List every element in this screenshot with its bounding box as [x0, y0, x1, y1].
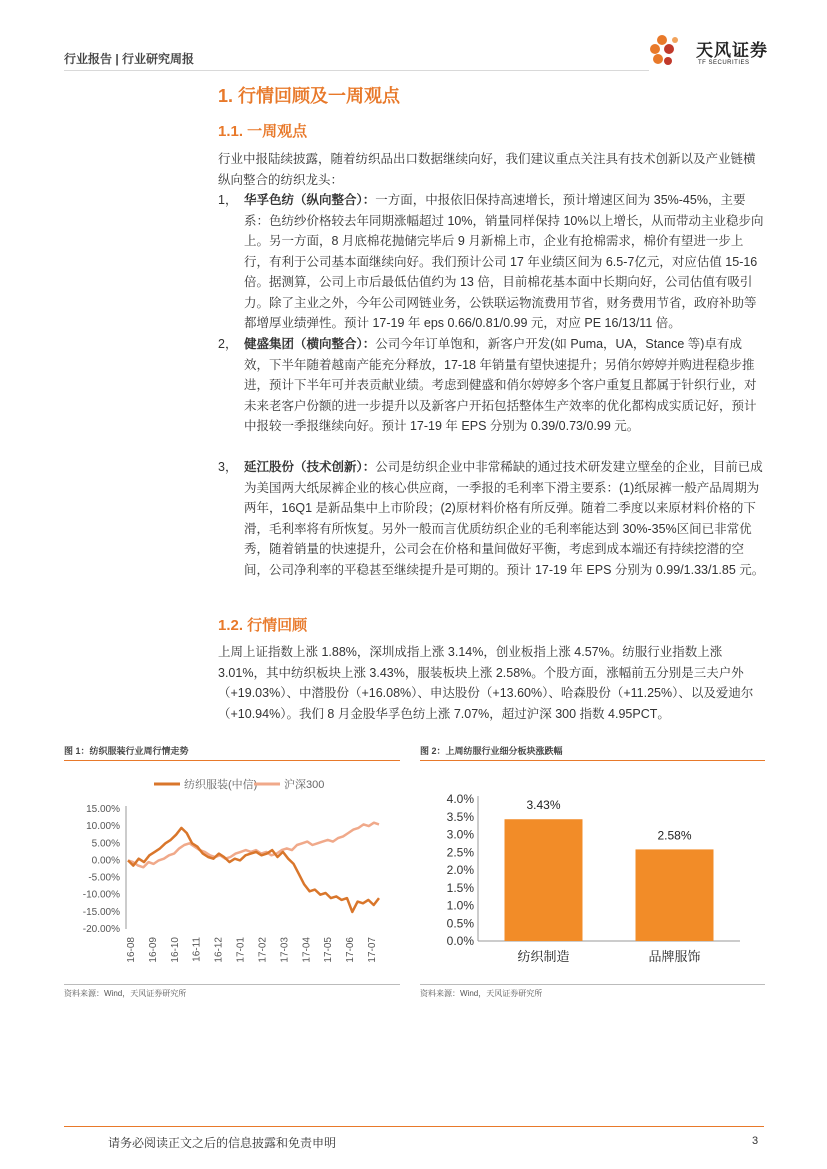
- list-item: [218, 334, 766, 437]
- figure2-source: 资料来源：Wind，天风证券研究所: [420, 989, 543, 998]
- list-item: [218, 457, 766, 580]
- figure2-bottom-rule: [420, 984, 765, 985]
- y-tick-label: 0.5%: [446, 916, 474, 931]
- y-tick-label: 2.0%: [446, 863, 474, 877]
- y-tick-label: -20.00%: [82, 924, 120, 935]
- bar-chart: [420, 764, 765, 984]
- section-title: 1. 行情回顾及一周观点: [218, 86, 401, 106]
- list-item-title: 延江股份（技术创新）：: [244, 460, 376, 474]
- list-item: [218, 190, 766, 334]
- figure2-title: 图 2：上周纺服行业细分板块涨跌幅: [420, 746, 563, 756]
- x-category-label: 品牌服饰: [648, 949, 701, 964]
- header-divider: [64, 70, 649, 71]
- y-tick-label: 2.5%: [446, 845, 474, 860]
- y-tick-label: 15.00%: [86, 804, 120, 815]
- legend-label: 纺织服装(中信): [184, 779, 258, 791]
- figure1-bottom-rule: [64, 984, 400, 985]
- market-review-paragraph: 上周上证指数上涨 1.88%，深圳成指上涨 3.14%，创业板指上涨 4.57%。纺服行业指数上涨 3.01%，其中纺织板块上涨 3.43%，服装板块上涨 2.58%。个股方面，涨幅前五分别是三夫户外（+19.03%）、中潜股份（+16.08%）、申达股份（+13.60%）、哈森股份（+11.25%）、以及爱迪尔（+10.94%）。我们 8 月金股华孚色纺上涨 7.07%，超过沪深 300 指数 4.95PCT。: [218, 645, 754, 721]
- y-tick-label: 0.00%: [91, 855, 120, 867]
- bar-data-label: 2.58%: [657, 828, 692, 843]
- series-line: [128, 823, 379, 868]
- x-tick-label: 16-11: [191, 937, 203, 962]
- footer-disclaimer: 请务必阅读正文之后的信息披露和免责申明: [108, 1136, 337, 1150]
- list-item-text: 公司是纺织企业中非常稀缺的通过技术研发建立壁垒的企业，目前已成为美国两大纸尿裤企业的核心供应商，一季报的毛利率下滑主要系：(1)纸尿裤一般产品周期为两年，16Q1 是新品集中上市阶段；(2)原材料价格有所反弹。随着二季度以来原材料价格的下滑，毛利率将有所恢复。另外一般而言优质纺织企业的毛利率能达到 30%-35%区间已非常优秀，随着销量的快速提升，公司会在价格和量间做好平衡，考虑到成本端还有持续挖潜的空间，公司净利率的平稳甚至继续提升是可期的。预计 17-19 年 EPS 分别为 0.99/1.33/1.85 元。: [244, 460, 765, 577]
- header-breadcrumb: 行业报告 | 行业研究周报: [64, 52, 195, 66]
- subsection-title-weekly-view: 1.1. 一周观点: [218, 123, 308, 140]
- x-tick-label: 16-12: [213, 937, 225, 963]
- bar-data-label: 3.43%: [526, 798, 561, 813]
- x-tick-label: 17-05: [323, 937, 335, 963]
- series-line: [128, 828, 379, 912]
- page-number: 3: [752, 1135, 759, 1147]
- y-tick-label: 5.00%: [91, 838, 120, 850]
- x-tick-label: 17-01: [235, 937, 247, 963]
- logo-name-en: TF SECURITIES: [698, 60, 750, 66]
- line-chart: [64, 764, 400, 984]
- x-tick-label: 16-08: [126, 937, 137, 963]
- y-tick-label: 3.5%: [446, 809, 474, 824]
- list-item-title: 华孚色纺（纵向整合）：: [244, 193, 376, 207]
- x-tick-label: 17-02: [257, 937, 269, 963]
- y-tick-label: -5.00%: [88, 872, 120, 884]
- y-tick-label: 10.00%: [86, 821, 120, 833]
- x-tick-label: 17-03: [279, 937, 291, 963]
- bar: [505, 819, 583, 941]
- intro-paragraph: 行业中报陆续披露，随着纺织品出口数据继续向好，我们建议重点关注具有技术创新以及产业链横纵向整合的纺织龙头：: [218, 152, 756, 187]
- list-item-title: 健盛集团（横向整合）：: [244, 337, 376, 351]
- figure2-top-rule: [420, 760, 765, 761]
- list-item-number: 2，: [218, 337, 238, 351]
- y-tick-label: 1.5%: [446, 880, 474, 895]
- y-tick-label: 1.0%: [446, 898, 474, 913]
- y-tick-label: 4.0%: [446, 792, 474, 806]
- y-tick-label: 3.0%: [446, 827, 474, 842]
- x-tick-label: 17-04: [301, 937, 313, 963]
- y-tick-label: -10.00%: [82, 889, 120, 901]
- bar: [636, 849, 714, 941]
- figure1-source: 资料来源：Wind，天风证券研究所: [64, 989, 187, 998]
- x-category-label: 纺织制造: [517, 949, 570, 964]
- x-tick-label: 17-07: [367, 937, 378, 963]
- list-item-number: 1，: [218, 193, 238, 207]
- y-tick-label: 0.0%: [446, 934, 474, 948]
- figure1-top-rule: [64, 760, 400, 761]
- x-tick-label: 16-09: [147, 937, 159, 963]
- legend-label: 沪深300: [284, 779, 325, 791]
- list-item-text: 一方面，中报依旧保持高速增长，预计增速区间为 35%-45%，主要系：色纺纱价格较去年同期涨幅超过 10%，销量同样保持 10%以上增长，从而带动主业稳步向上。另一方面，8 月底棉花抛储完毕后 9 月新棉上市，企业有抢棉需求，棉价有望进一步上行，有利于公司基本面继续向好。我们预计公司 17 年业绩区间为 6.5-7亿元，对应估值 15-16 倍。据测算，公司上市后最低估值约为 13 倍，目前棉花基本面中长期向好，公司估值有吸引力。除了主业之外，今年公司网链业务，公铁联运物流费用节省，财务费用节省，政府补助等都增厚业绩弹性。预计 17-19 年 eps 0.66/0.81/0.99 元，对应 PE 16/13/11 倍。: [244, 193, 764, 330]
- footer-divider: [64, 1126, 764, 1127]
- x-tick-label: 17-06: [345, 937, 357, 963]
- logo-name: 天风证券: [696, 41, 768, 60]
- x-tick-label: 16-10: [169, 937, 181, 963]
- list-item-number: 3，: [218, 460, 238, 474]
- y-tick-label: -15.00%: [82, 906, 120, 918]
- list-item-text: 公司今年订单饱和，新客户开发(如 Puma，UA，Stance 等)卓有成效，下半年随着越南产能充分释放，17-18 年销量有望快速提升；另俏尔婷婷并购进程稳步推进，预计下半年可并表贡献业绩。考虑到健盛和俏尔婷婷多个客户重复且都属于针织行业，对未来老客户份额的进一步提升以及新客户开拓包括整体生产效率的优化都构成实质记好，预计中报较一季报继续向好。预计 17-19 年 EPS 分别为 0.39/0.73/0.99 元。: [244, 337, 757, 433]
- figure1-title: 图 1：纺织服装行业周行情走势: [64, 746, 189, 756]
- subsection-title-market-review: 1.2. 行情回顾: [218, 617, 308, 634]
